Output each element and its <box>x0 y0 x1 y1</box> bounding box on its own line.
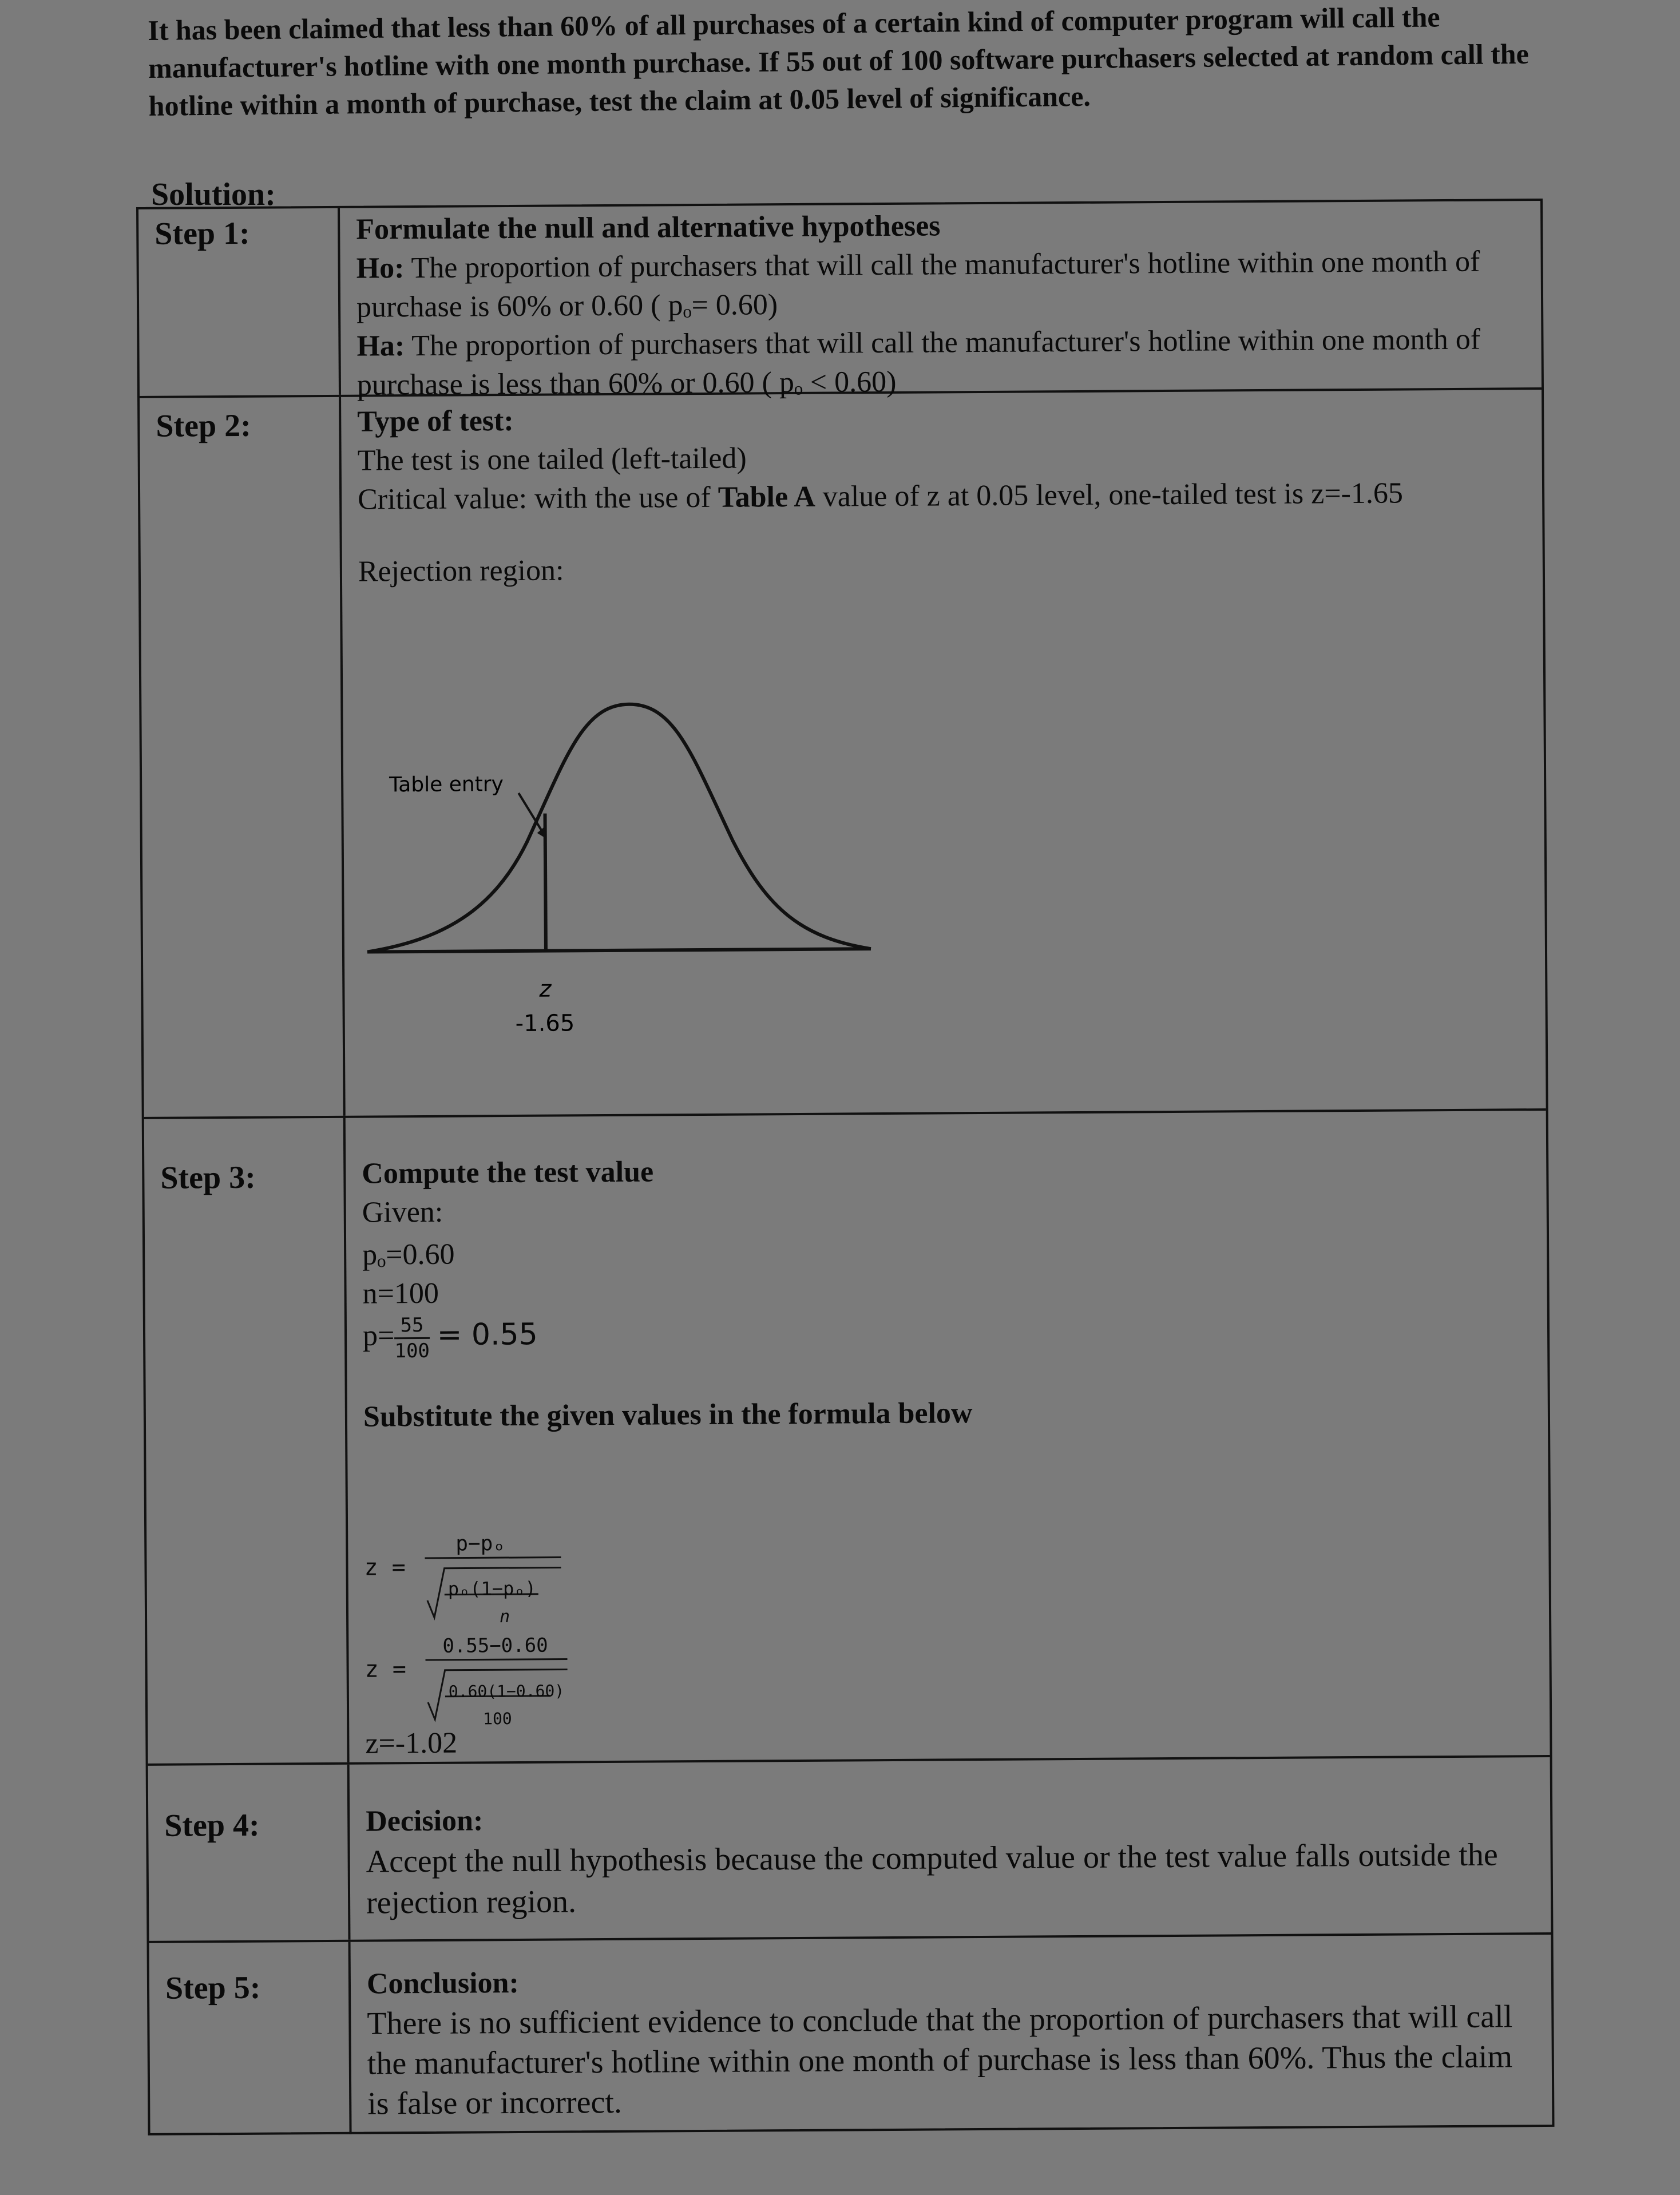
z-formula-lhs: z = <box>364 1554 406 1581</box>
step-3-heading: Compute the test value <box>362 1155 654 1190</box>
critical-value-post: value of z at 0.05 level, one-tailed test is z=-1.65 <box>815 477 1404 513</box>
critical-value-pre: Critical value: with the use of <box>357 481 718 516</box>
ho-label: Ho: <box>356 252 405 285</box>
step-1-row <box>138 201 1542 402</box>
normal-curve <box>366 703 871 952</box>
ha-text: The proportion of purchasers that will call the manufacturer's hotline within one month of purchase is less than 60% or 0.60 ( pₒ < 0.60) <box>356 323 1481 402</box>
ho-text: The proportion of purchasers that will call the manufacturer's hotline within one month of purchase is 60% or 0.60 ( pₒ= 0.60) <box>356 245 1480 324</box>
step-3-row <box>144 1111 1550 1766</box>
solution-table <box>136 199 1555 2135</box>
step-5-content <box>351 1935 1552 2134</box>
step-1-label: Step 1: <box>138 208 341 396</box>
formula-numerator: p−pₒ <box>455 1532 506 1556</box>
baseline <box>367 949 871 952</box>
p-fraction <box>394 1313 430 1363</box>
step-5-row <box>149 1935 1552 2135</box>
solution-label: Solution: <box>151 177 276 212</box>
given-n: n=100 <box>362 1277 439 1310</box>
step-3-label: Step 3: <box>144 1118 350 1764</box>
step-5-label: Step 5: <box>149 1942 352 2135</box>
step-4-heading: Decision: <box>366 1804 484 1838</box>
step-4-content <box>350 1757 1551 1940</box>
ha-label: Ha: <box>356 330 405 363</box>
substitution-radicand-denominator: 100 <box>483 1709 512 1729</box>
formula-radicand-numerator: pₒ(1−pₒ) <box>447 1577 536 1600</box>
step-2-label: Step 2: <box>140 397 346 1117</box>
step-1-content <box>340 201 1542 402</box>
given-label: Given: <box>362 1195 443 1229</box>
p-denominator: 100 <box>394 1339 430 1363</box>
critical-z-label: -1.65 <box>515 1010 575 1037</box>
substitution-numerator: 0.55−0.60 <box>442 1634 548 1658</box>
step-2-heading: Type of test: <box>357 404 514 438</box>
step-2-content <box>341 390 1546 1116</box>
formula-radicand-denominator: n <box>499 1607 510 1627</box>
test-type: The test is one tailed (left-tailed) <box>357 442 747 477</box>
substitution-radicand-numerator: 0.60(1−0.60) <box>448 1681 565 1701</box>
step-3-content <box>346 1111 1550 1762</box>
z-result: z=-1.02 <box>365 1726 458 1760</box>
given-p-hat <box>363 1306 1524 1363</box>
p-result: = 0.55 <box>437 1317 538 1353</box>
p-numerator: 55 <box>394 1313 430 1339</box>
table-entry-arrow <box>518 793 541 831</box>
substitute-instruction: Substitute the given values in the formula below <box>363 1397 973 1433</box>
decision-text: Accept the null hypothesis because the computed value or the test value falls outside the rejection region. <box>366 1837 1498 1921</box>
table-a-ref: Table A <box>718 480 815 514</box>
p-prefix: p= <box>362 1319 395 1353</box>
rejection-region-label: Rejection region: <box>358 554 564 588</box>
z-axis-label: z <box>539 976 552 1003</box>
z-substitution-lhs: z = <box>364 1656 407 1683</box>
null-hypothesis <box>356 242 1518 327</box>
table-entry-label: Table entry <box>389 772 504 797</box>
given-p0: pₒ=0.60 <box>362 1238 455 1271</box>
step-4-row <box>148 1757 1551 1943</box>
critical-value <box>358 473 1519 519</box>
normal-curve-figure <box>354 668 986 1072</box>
step-2-row <box>140 390 1546 1119</box>
step-5-heading: Conclusion: <box>366 1966 519 2000</box>
conclusion-text: There is no sufficient evidence to conclude that the proportion of purchasers that will call the manufacturer's hotline within one month of purchase is less than 60%. Thus the claim is false or incorrect. <box>367 1999 1513 2122</box>
problem-statement: It has been claimed that less than 60% of all purchases of a certain kind of computer program will call the manufacturer's hotline with one month purchase. If 55 out of 100 software purchasers selected at random call the hotline within a month of purchase, test the claim at 0.05 level of significance. <box>148 1 1530 122</box>
step-1-heading: Formulate the null and alternative hypotheses <box>356 209 941 246</box>
step-4-label: Step 4: <box>148 1765 351 1941</box>
